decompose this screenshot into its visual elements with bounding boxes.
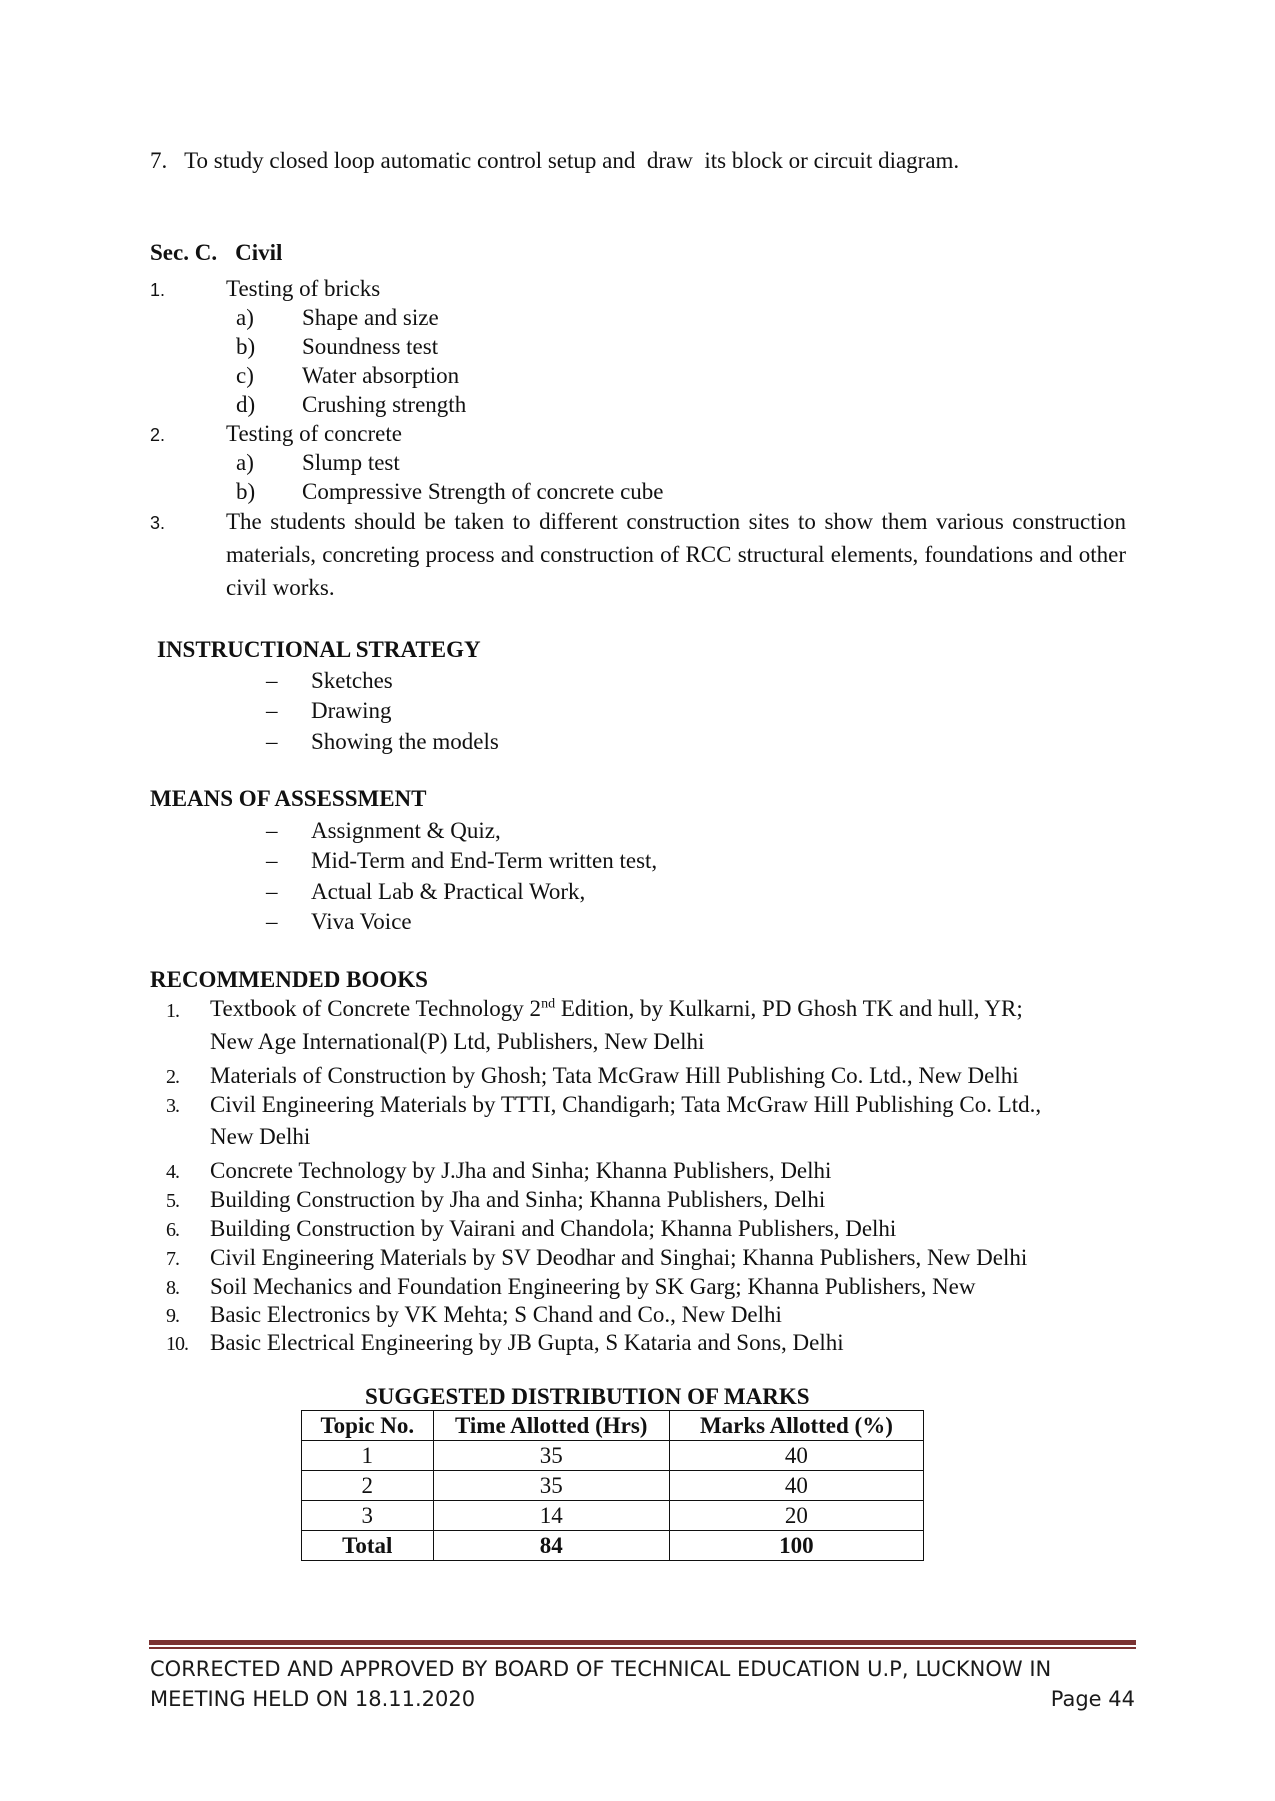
sub-label: d) bbox=[236, 392, 256, 417]
table-cell: 14 bbox=[433, 1501, 669, 1531]
dash: – bbox=[266, 729, 278, 754]
book-entry: Basic Electronics by VK Mehta; S Chand and Co., New Delhi bbox=[210, 1302, 782, 1327]
book-entry: Civil Engineering Materials by SV Deodhar and Singhai; Khanna Publishers, New Delhi bbox=[210, 1245, 1028, 1270]
book-entry-continued: New Delhi bbox=[210, 1124, 311, 1149]
section-title: Civil bbox=[235, 240, 283, 265]
total-cell: 84 bbox=[433, 1531, 669, 1561]
marks-table-title: SUGGESTED DISTRIBUTION OF MARKS bbox=[365, 1384, 810, 1409]
table-row bbox=[302, 1501, 924, 1531]
book-entry: Basic Electrical Engineering by JB Gupta, S Kataria and Sons, Delhi bbox=[210, 1330, 844, 1355]
book-entry-continued: New Age International(P) Ltd, Publishers, New Delhi bbox=[210, 1029, 705, 1054]
total-cell: 100 bbox=[669, 1531, 923, 1561]
book-number: 8. bbox=[166, 1277, 179, 1299]
column-header: Marks Allotted (%) bbox=[669, 1411, 923, 1441]
sub-label: c) bbox=[236, 363, 254, 388]
book-entry: Civil Engineering Materials by TTTI, Chandigarh; Tata McGraw Hill Publishing Co. Ltd., bbox=[210, 1092, 1042, 1117]
section-label: Sec. C. bbox=[150, 240, 218, 265]
item-text: To study closed loop automatic control setup and draw its block or circuit diagram. bbox=[184, 148, 960, 173]
sub-label: a) bbox=[236, 305, 254, 330]
table-cell: 1 bbox=[302, 1441, 434, 1471]
book-number: 3. bbox=[166, 1095, 179, 1117]
book-number: 6. bbox=[166, 1219, 179, 1241]
strategy-item: Sketches bbox=[311, 668, 393, 693]
table-header-row bbox=[302, 1411, 924, 1441]
book-number: 5. bbox=[166, 1190, 179, 1212]
table-cell: 20 bbox=[669, 1501, 923, 1531]
assessment-item: Actual Lab & Practical Work, bbox=[311, 879, 586, 904]
column-header: Topic No. bbox=[302, 1411, 434, 1441]
sub-label: a) bbox=[236, 450, 254, 475]
assessment-heading: MEANS OF ASSESSMENT bbox=[150, 786, 427, 811]
sub-text: Crushing strength bbox=[302, 392, 467, 417]
sub-text: Compressive Strength of concrete cube bbox=[302, 479, 664, 504]
dash: – bbox=[266, 879, 278, 904]
sub-text: Water absorption bbox=[302, 363, 460, 388]
column-header: Time Allotted (Hrs) bbox=[433, 1411, 669, 1441]
table-cell: 35 bbox=[433, 1471, 669, 1501]
footer-line-1: CORRECTED AND APPROVED BY BOARD OF TECHNICAL EDUCATION U.P, LUCKNOW IN bbox=[150, 1657, 1052, 1681]
dash: – bbox=[266, 818, 278, 843]
assessment-item: Viva Voice bbox=[311, 909, 412, 934]
footer-divider bbox=[149, 1640, 1136, 1645]
civil-item-1-number: 1. bbox=[150, 280, 166, 300]
civil-item-3-number: 3. bbox=[150, 513, 166, 533]
civil-item-2-text: Testing of concrete bbox=[226, 421, 402, 446]
book-entry: Materials of Construction by Ghosh; Tata McGraw Hill Publishing Co. Ltd., New Delhi bbox=[210, 1063, 1019, 1088]
books-heading: RECOMMENDED BOOKS bbox=[150, 967, 428, 992]
table-cell: 2 bbox=[302, 1471, 434, 1501]
civil-item-2-number: 2. bbox=[150, 425, 166, 445]
table-cell: 40 bbox=[669, 1441, 923, 1471]
book-entry: Concrete Technology by J.Jha and Sinha; Khanna Publishers, Delhi bbox=[210, 1158, 832, 1183]
civil-item-3-text: The students should be taken to different construction sites to show them various construction materials, concreting process and construction of RCC structural elements, foundations and other civil works. bbox=[226, 509, 1126, 600]
sub-text: Shape and size bbox=[302, 305, 439, 330]
book-number: 4. bbox=[166, 1161, 179, 1183]
civil-item-1-text: Testing of bricks bbox=[226, 276, 381, 301]
table-total-row bbox=[302, 1531, 924, 1561]
strategy-heading: INSTRUCTIONAL STRATEGY bbox=[157, 637, 481, 662]
book-number: 2. bbox=[166, 1066, 179, 1088]
book-entry: Soil Mechanics and Foundation Engineering by SK Garg; Khanna Publishers, New bbox=[210, 1274, 976, 1299]
table-cell: 35 bbox=[433, 1441, 669, 1471]
book-number: 10. bbox=[166, 1333, 188, 1355]
assessment-item: Assignment & Quiz, bbox=[311, 818, 501, 843]
total-cell: Total bbox=[302, 1531, 434, 1561]
book-number: 9. bbox=[166, 1305, 179, 1327]
sub-label: b) bbox=[236, 334, 256, 359]
dash: – bbox=[266, 668, 278, 693]
strategy-item: Drawing bbox=[311, 698, 392, 723]
sub-text: Soundness test bbox=[302, 334, 439, 359]
dash: – bbox=[266, 848, 278, 873]
page-number: Page 44 bbox=[1050, 1687, 1135, 1711]
sub-text: Slump test bbox=[302, 450, 400, 475]
dash: – bbox=[266, 909, 278, 934]
practical-item-7 bbox=[150, 148, 959, 174]
book-entry: Building Construction by Jha and Sinha; Khanna Publishers, Delhi bbox=[210, 1187, 826, 1212]
dash: – bbox=[266, 698, 278, 723]
footer-line-2: MEETING HELD ON 18.11.2020 bbox=[150, 1687, 476, 1711]
book-entry: Textbook of Concrete Technology 2nd Edition, by Kulkarni, PD Ghosh TK and hull, YR; bbox=[210, 996, 1023, 1021]
marks-table bbox=[301, 1410, 924, 1561]
table-row bbox=[302, 1441, 924, 1471]
book-number: 1. bbox=[166, 1000, 179, 1022]
item-number: 7. bbox=[150, 148, 168, 173]
assessment-item: Mid-Term and End-Term written test, bbox=[311, 848, 658, 873]
table-row bbox=[302, 1471, 924, 1501]
book-number: 7. bbox=[166, 1248, 179, 1270]
section-heading bbox=[150, 240, 282, 266]
table-cell: 3 bbox=[302, 1501, 434, 1531]
footer-divider-thin bbox=[149, 1647, 1136, 1649]
sub-label: b) bbox=[236, 479, 256, 504]
book-entry: Building Construction by Vairani and Chandola; Khanna Publishers, Delhi bbox=[210, 1216, 897, 1241]
table-cell: 40 bbox=[669, 1471, 923, 1501]
strategy-item: Showing the models bbox=[311, 729, 499, 754]
